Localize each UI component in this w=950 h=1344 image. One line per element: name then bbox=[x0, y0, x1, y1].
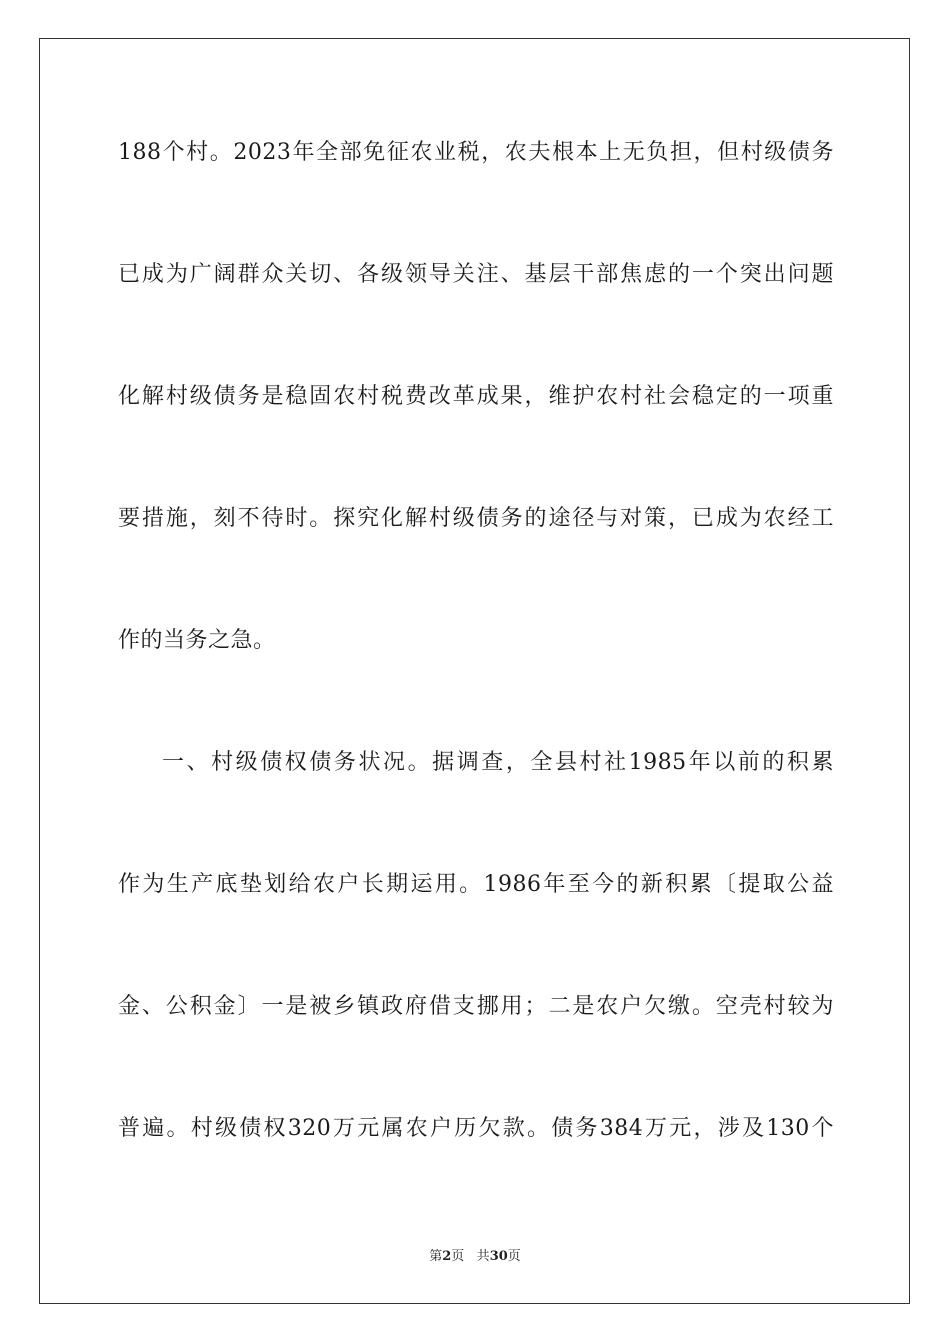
text-line-9: 普遍。村级债权320万元属农户历欠款。债务384万元，涉及130个 bbox=[118, 1116, 834, 1141]
text-line-4: 要措施，刻不待时。探究化解村级债务的途径与对策，已成为农经工 bbox=[118, 506, 834, 531]
page-number: 2 bbox=[442, 1249, 452, 1264]
total-pages: 30 bbox=[489, 1249, 508, 1264]
text-line-3: 化解村级债务是稳固农村税费改革成果，维护农村社会稳定的一项重 bbox=[118, 384, 834, 409]
paragraph-heading-line: 一、村级债权债务状况。据调查，全县村社1985年以前的积累 bbox=[162, 750, 834, 775]
text-line-2: 已成为广阔群众关切、各级领导关注、基层干部焦虑的一个突出问题 bbox=[118, 262, 834, 287]
total-suffix: 页 bbox=[507, 1249, 521, 1264]
page-footer bbox=[0, 1248, 950, 1266]
text-line-7: 作为生产底垫划给农户长期运用。1986年至今的新积累〔提取公益 bbox=[118, 872, 834, 897]
page-suffix: 页 bbox=[451, 1249, 465, 1264]
total-prefix: 共 bbox=[476, 1249, 490, 1264]
text-line-5: 作的当务之急。 bbox=[118, 628, 276, 653]
text-line-1: 188个村。2023年全部免征农业税，农夫根本上无负担，但村级债务 bbox=[118, 140, 834, 165]
text-line-8: 金、公积金〕一是被乡镇政府借支挪用；二是农户欠缴。空壳村较为 bbox=[118, 994, 834, 1019]
page-prefix: 第 bbox=[429, 1249, 443, 1264]
